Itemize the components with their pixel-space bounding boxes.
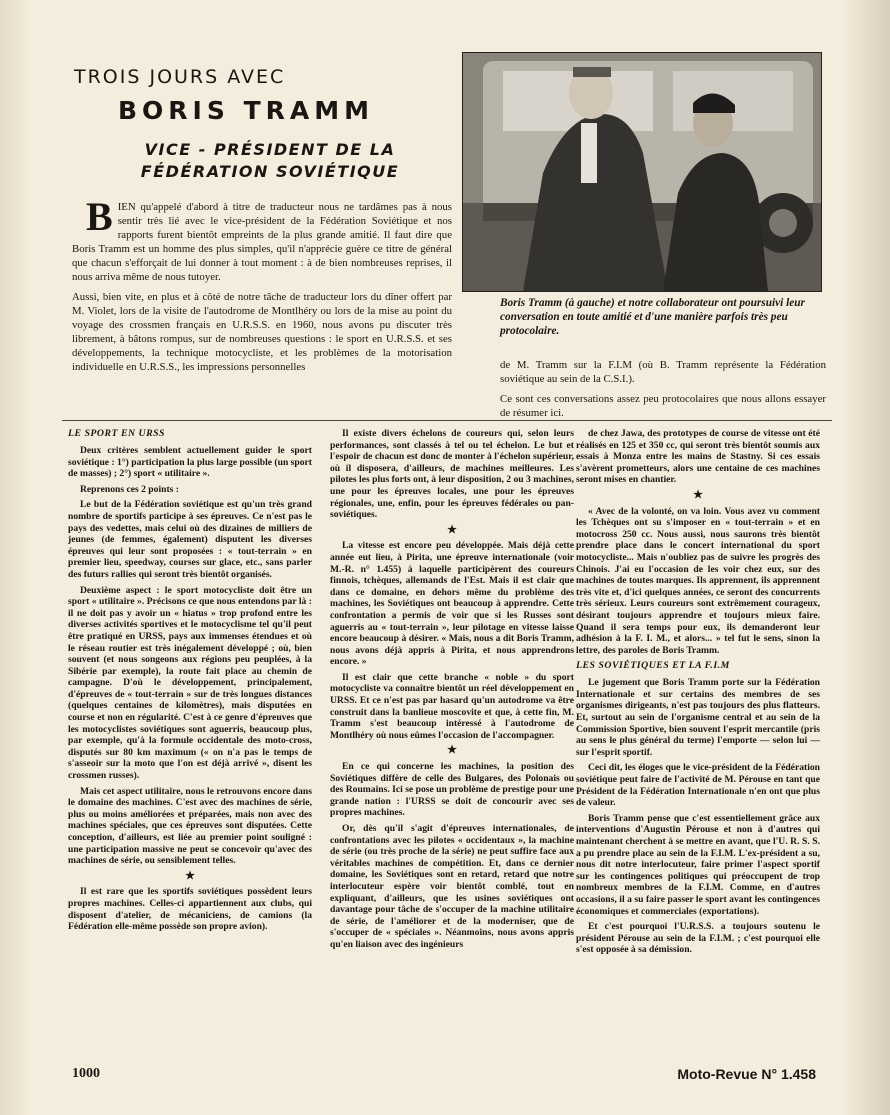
intro-paragraph-1	[72, 194, 452, 284]
star-separator: ★	[447, 744, 457, 757]
intro-continued	[500, 358, 826, 426]
col2-paragraph-2: La vitesse est encore peu développée. Mais déjà cette année eut lieu, à Pirita, une épreuve internationale (voir M.-R. n° 1.455) à laquelle participèrent des coureurs finnois, tchèques, allemands de l'Est. Mais il est clair que dans ce domaine, en dehors même du problème des machines, les Soviétiques ont beaucoup à apprendre. Cette confrontation a permis de voir que si les Russes sont aguerris au « tout-terrain », leur pilotage en vitesse laisse encore beaucoup à désirer. « Mais, nous a dit Boris Tramm, nous avons déjà appris à Pirita, et nous apprendrons encore. »	[330, 540, 574, 668]
col2-paragraph-4: En ce qui concerne les machines, la position des Soviétiques diffère de celle des Bulgares, des Polonais ou des Roumains. Ici se pose un problème de prestige pour une grande nation : l'URSS se doit de concourir avec ses propres machines.	[330, 761, 574, 819]
headline-subtitle: VICE - PRÉSIDENT DE LA FÉDÉRATION SOVIÉTIQUE	[140, 140, 400, 181]
page-edge-shade	[842, 0, 890, 1115]
headline-name: BORIS TRAMM	[118, 96, 374, 125]
col2-paragraph-3: Il est clair que cette branche « noble » du sport motocycliste va connaître bientôt un réel développement en URSS. Et ce n'est pas par hasard qu'un autodrome va être construit dans la banlieue moscovite et que, à cette fin, M. Tramm s'est beaucoup intéressé à l'autodrome de Montlhéry où nous eûmes l'occasion de l'accompagner.	[330, 671, 574, 741]
col2-paragraph-1: Il existe divers échelons de coureurs qui, selon leurs performances, sont classés à tel ou tel échelon. Le but et l'espoir de chacun est donc de monter à l'échelon supérieur, où il disposera, d'ailleurs, de machines meilleures. Les pilotes les plus forts ont, à leur disposition, 2 ou 3 machines, une pour les épreuves locales, une pour les épreuves régionales, une, enfin, pour les épreuves fédérales ou pan-soviétiques.	[330, 428, 574, 521]
intro-paragraph-4: Ce sont ces conversations assez peu protocolaires que nous allons essayer de résumer ici.	[500, 393, 826, 419]
col1-paragraph-3: Le but de la Fédération soviétique est qu'un très grand nombre de sportifs participe à ses épreuves. Ce n'est pas le pays des vedettes, mais celui où des dizaines de milliers de jeunes (de femmes, également) disputent les diverses épreuves qui leur sont proposées : « tout-terrain » en premier lieu, speedway, courses sur glace, etc., sans parler des futurs rallies qui seront très bientôt organisés.	[68, 499, 312, 580]
intro-paragraph-3: de M. Tramm sur la F.I.M (où B. Tramm représente la Fédération soviétique au sein de la C.S.I.).	[500, 359, 826, 385]
dropcap-letter: B	[86, 194, 113, 239]
col1-paragraph-1: Deux critères semblent actuellement guider le sport soviétique : 1°) participation la plus large possible (un sport de masses) ; 2°) sport « utilitaire ».	[68, 445, 312, 480]
col3-paragraph-4: Ceci dit, les éloges que le vice-président de la Fédération soviétique peut faire de l'activité de M. Pérouse en tant que Président de la Fédération Internationale n'en ont que plus de valeur.	[576, 762, 820, 809]
intro-text	[72, 194, 452, 380]
intro-paragraph-2: Aussi, bien vite, en plus et à côté de notre tâche de traducteur lors du dîner offert par M. Violet, lors de la visite de l'autodrome de Montlhéry ou lors de la mise au point du voyage des crossmen français en U.R.S.S. en 1960, nous avons pu discuter très librement, à bâtons rompus, sur de nombreuses questions : le sport en U.R.S.S. et ses développements, la technique motocycliste, et les problèmes de la motorisation individuelle en U.R.S.S., les impressions personnelles	[72, 291, 452, 373]
col3-paragraph-3: Le jugement que Boris Tramm porte sur la Fédération Internationale et sur certains des membres de ses organismes dirigeants, n'est pas toujours des plus flatteurs. Et, surtout au sein de l'organisme central et au sein de la Commission Sportive, bien souvent l'esprit mercantile (pris au sens le plus général du terme) l'emporte — selon lui — sur l'esprit sportif.	[576, 677, 820, 758]
page-gutter-shade	[0, 0, 30, 1115]
col2-paragraph-5: Or, dès qu'il s'agit d'épreuves internationales, de confrontations avec les pilotes « occidentaux », la machine de série (ou très proche de la série) ne peut suffire face aux véritables machines de compétition. Et, dans ce dernier domaine, les Soviétiques sont en retard, retard que notre interlocuteur espère voir bientôt comblé, tout en expliquant, d'ailleurs, que les usines soviétiques ont davantage pour tâche de s'occuper de la machine utilitaire de série, de l'améliorer et de la moderniser, que de s'occuper de « spéciales ». Néanmoins, nous avons appris qu'en liaison avec des ingénieurs	[330, 823, 574, 950]
section-heading-sport-urss: LE SPORT EN URSS	[68, 428, 166, 439]
col1-paragraph-5: Mais cet aspect utilitaire, nous le retrouvons encore dans le domaine des machines. C'est avec des machines de série, plus ou moins améliorées et préparées, mais non avec des machines spéciales, que ces épreuves sont disputées. Cette conception, d'ailleurs, est liée au premier point souligné : une participation massive ne peut se concevoir qu'avec des machines de série, ou sensiblement telles.	[68, 785, 312, 867]
photo-illustration	[463, 53, 821, 291]
article-photo	[462, 52, 822, 292]
col1-paragraph-6: Il est rare que les sportifs soviétiques possèdent leurs propres machines. Celles-ci appartiennent aux clubs, qui disposent d'atelier, de mécaniciens, de camions (la Fédération elle-même possède son propre avion).	[68, 886, 312, 933]
section-divider	[62, 420, 832, 421]
magazine-issue: Moto-Revue N° 1.458	[677, 1066, 816, 1082]
star-separator: ★	[447, 523, 457, 536]
col1-paragraph-2: Reprenons ces 2 points :	[80, 483, 179, 495]
col1-paragraph-4: Deuxième aspect : le sport motocycliste doit être un sport « utilitaire ». Précisons ce que nous entendons par là : il ne doit pas y avoir un « hiatus » trop profond entre les diverses activités sportives et le motocyclisme tel qu'il peut être pratiqué en URSS, pays aux immenses étendues et où le réseau routier est très inégalement développé ; où, bien souvent (et nous songeons aux régions peu peuplées, à la Sibérie par exemple), la route fait place au chemin de campagne. D'où le développement, principalement, d'épreuves de « tout-terrain » sur de très longues distances (quelques centaines de kilomètres), mais disputées en course et non en régularité. C'est à ce genre d'épreuves que les motocyclistes soviétiques sont aguerris, beaucoup plus, par exemple, qu'à la formule occidentale des moto-cross, disputés sur 80 km maximum (« on n'a pas le temps de s'asseoir sur la moto que l'on est déjà arrivé », disent les crossmen russes).	[68, 584, 312, 782]
column-3	[576, 428, 820, 960]
column-2	[330, 428, 574, 955]
headline-kicker: TROIS JOURS AVEC	[74, 66, 286, 88]
star-separator: ★	[185, 869, 195, 882]
col3-paragraph-5: Boris Tramm pense que c'est essentiellement grâce aux interventions d'Augustin Pérouse et non à d'autres qui maintenant cherchent à se mettre en avant, que l'U. R. S. S. a pu prendre place au sein de la F.I.M. L'ex-président a su, nous dit notre interlocuteur, faire primer l'aspect sportif sur les contingences politiques qui préoccupent de trop nombreux membres de la F.I.M. Comme, en d'autres occasions, il a su faire passer le sport avant les contingences économiques et commerciales (exportations).	[576, 812, 820, 917]
photo-caption: Boris Tramm (à gauche) et notre collaborateur ont poursuivi leur conversation en toute amitié et d'une manière parfois très peu protocolaire.	[500, 297, 805, 337]
intro-p1-text: IEN qu'appelé d'abord à titre de traducteur nous ne tardâmes pas à nous sentir très lié avec le vice-président de la Fédération Soviétique et nos rapports furent bientôt empreints de la plus grande amitié. Il faut dire que Boris Tramm est un homme des plus simples, qu'il n'apprécie guère ce titre de général que chacun s'efforçait de lui donner à tout moment : à de bien nombreuses reprises, il nous arriva même de nous tutoyer.	[72, 201, 452, 283]
col3-paragraph-2: « Avec de la volonté, on va loin. Vous avez vu comment les Tchèques ont su s'imposer en « tout-terrain » et en motocross 250 cc. Nous aussi, nous saurons très bientôt prendre place dans le concert international du sport motocycliste... Mais n'oubliez pas de suivre les progrès des Chinois. J'ai eu l'occasion de les voir chez eux, sur des machines de toutes marques. Ils apprennent, ils apprennent très vite et, d'ici quelques années, ce seront des concurrents très sérieux. Leurs coureurs sont extrêmement courageux, désirant toujours apprendre et toujours mieux faire. Quand il sera temps pour eux, ils demanderont leur adhésion à la F. I. M., et alors... » tel fut le sens, sinon la lettre, des paroles de Boris Tramm.	[576, 505, 820, 656]
star-separator: ★	[693, 488, 703, 501]
section-heading-sovietiques-fim: LES SOVIÉTIQUES ET LA F.I.M	[576, 660, 730, 672]
column-1	[68, 428, 312, 937]
col3-paragraph-1: de chez Jawa, des prototypes de course de vitesse ont été réalisés en 125 et 350 cc, qui seront très bientôt soumis aux essais à Monza entre les mains de Stastny. Si ces essais s'avèrent prometteurs, alors une centaine de ces machines seront mises en chantier.	[576, 428, 820, 486]
col3-paragraph-6: Et c'est pourquoi l'U.R.S.S. a toujours soutenu le président Pérouse au sein de la F.I.M. ; c'est pourquoi elle s'est opposée à sa démission.	[576, 921, 820, 956]
page-number: 1000	[72, 1066, 100, 1081]
